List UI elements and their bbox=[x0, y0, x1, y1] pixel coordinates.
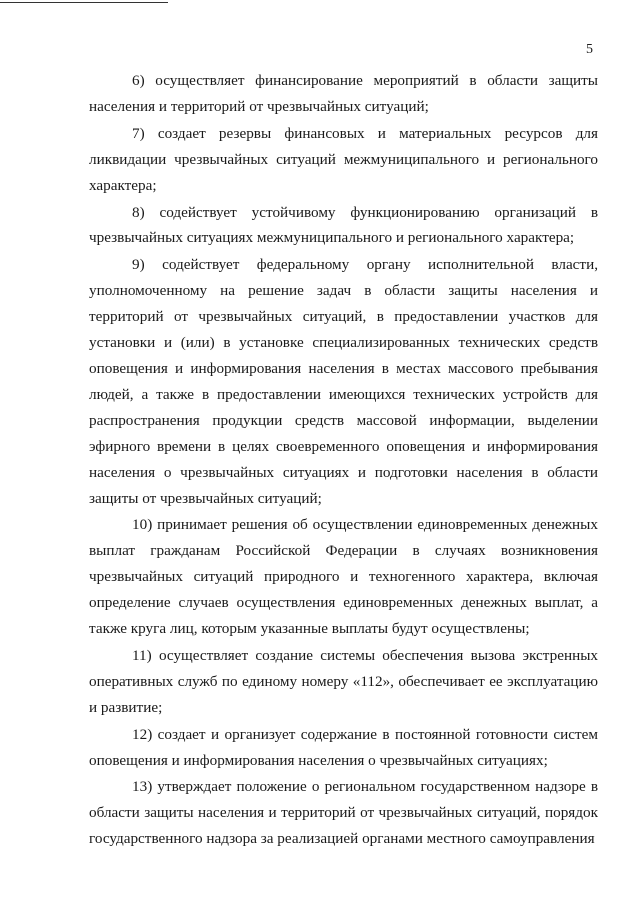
list-item-11: 11) осуществляет создание системы обеспечения вызова экстренных оперативных служб по единому номеру «112», обеспечивает ее эксплуатацию и развитие; bbox=[89, 646, 598, 716]
document-body bbox=[89, 68, 598, 852]
list-item-10: 10) принимает решения об осуществлении единовременных денежных выплат гражданам Российской Федерации в случаях возникновения чрезвычайных ситуаций природного и техногенного характера, включая определение случаев осуществления единовременных денежных выплат, а также круга лиц, которым указанные выплаты будут осуществлены; bbox=[89, 516, 598, 638]
list-item-7: 7) создает резервы финансовых и материальных ресурсов для ликвидации чрезвычайных ситуаций межмуниципального и регионального характера; bbox=[89, 124, 598, 194]
list-item-13: 13) утверждает положение о региональном государственном надзоре в области защиты населения и территорий от чрезвычайных ситуаций, порядок государственного надзора за реализацией органами местного самоуправления bbox=[89, 778, 598, 848]
list-item-9: 9) содействует федеральному органу исполнительной власти, уполномоченному на решение задач в области защиты населения и территорий от чрезвычайных ситуаций, в предоставлении участков для установки и (или) в установке специализированных технических средств оповещения и информирования населения в местах массового пребывания людей, а также в предоставлении имеющихся технических устройств для распространения продукции средств массовой информации, выделении эфирного времени в целях своевременного оповещения и информирования населения о чрезвычайных ситуациях и подготовки населения в области защиты от чрезвычайных ситуаций; bbox=[89, 256, 598, 507]
list-item-6: 6) осуществляет финансирование мероприятий в области защиты населения и территорий от чрезвычайных ситуаций; bbox=[89, 72, 598, 115]
page-number: 5 bbox=[586, 42, 593, 57]
header-rule bbox=[0, 2, 168, 3]
list-item-8: 8) содействует устойчивому функционированию организаций в чрезвычайных ситуациях межмуниципального и регионального характера; bbox=[89, 203, 598, 247]
list-item-12: 12) создает и организует содержание в постоянной готовности систем оповещения и информирования населения о чрезвычайных ситуациях; bbox=[89, 725, 598, 769]
